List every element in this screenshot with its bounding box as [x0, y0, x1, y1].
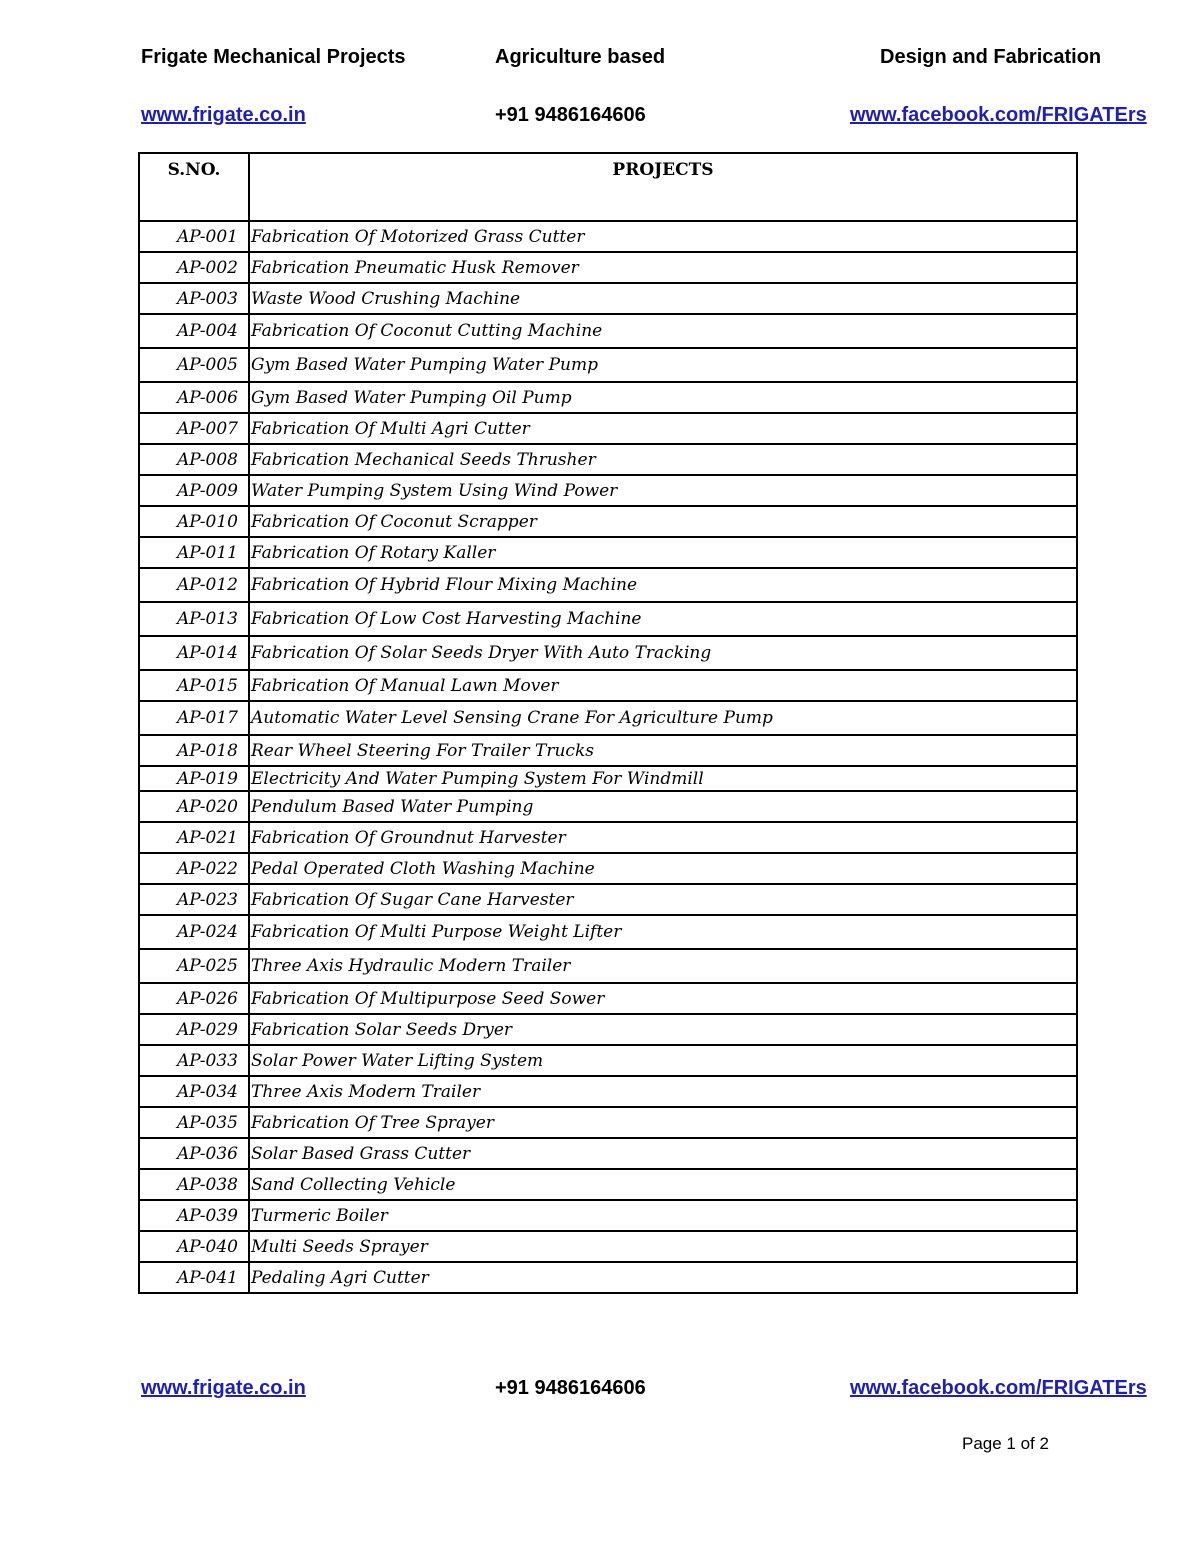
table-row [139, 382, 1077, 413]
category-label: Agriculture based [495, 46, 666, 68]
project-code: AP-039 [139, 1200, 249, 1231]
project-name: Fabrication Of Groundnut Harvester [249, 822, 1077, 853]
table-row [139, 670, 1077, 701]
table-row [139, 602, 1077, 636]
table-row [139, 314, 1077, 348]
table-row [139, 413, 1077, 444]
project-name: Three Axis Hydraulic Modern Trailer [249, 949, 1077, 983]
table-row [139, 701, 1077, 735]
table-row [139, 506, 1077, 537]
project-code: AP-035 [139, 1107, 249, 1138]
project-name: Fabrication Of Low Cost Harvesting Machine [249, 602, 1077, 636]
project-name: Fabrication Mechanical Seeds Thrusher [249, 444, 1077, 475]
project-code: AP-009 [139, 475, 249, 506]
project-code: AP-040 [139, 1231, 249, 1262]
document-header [0, 46, 1200, 76]
facebook-link[interactable]: www.facebook.com/FRIGATErs [850, 104, 1147, 126]
table-row [139, 537, 1077, 568]
project-name: Fabrication Of Coconut Scrapper [249, 506, 1077, 537]
project-code: AP-038 [139, 1169, 249, 1200]
project-code: AP-013 [139, 602, 249, 636]
company-name: Frigate Mechanical Projects [141, 46, 406, 68]
project-code: AP-001 [139, 221, 249, 252]
table-row [139, 1076, 1077, 1107]
project-name: Fabrication Of Multipurpose Seed Sower [249, 983, 1077, 1014]
project-name: Fabrication Solar Seeds Dryer [249, 1014, 1077, 1045]
project-name: Fabrication Pneumatic Husk Remover [249, 252, 1077, 283]
table-row [139, 252, 1077, 283]
project-code: AP-021 [139, 822, 249, 853]
project-code: AP-011 [139, 537, 249, 568]
project-code: AP-005 [139, 348, 249, 382]
table-row [139, 283, 1077, 314]
project-code: AP-003 [139, 283, 249, 314]
facebook-link[interactable]: www.facebook.com/FRIGATErs [850, 1377, 1147, 1399]
project-code: AP-036 [139, 1138, 249, 1169]
table-row [139, 1014, 1077, 1045]
project-code: AP-025 [139, 949, 249, 983]
service-label: Design and Fabrication [880, 46, 1102, 68]
project-code: AP-015 [139, 670, 249, 701]
project-code: AP-002 [139, 252, 249, 283]
phone-number: +91 9486164606 [495, 1377, 646, 1399]
table-row [139, 1200, 1077, 1231]
table-row [139, 348, 1077, 382]
project-code: AP-004 [139, 314, 249, 348]
table-row [139, 1138, 1077, 1169]
project-code: AP-012 [139, 568, 249, 602]
project-code: AP-014 [139, 636, 249, 670]
project-code: AP-017 [139, 701, 249, 735]
sno-column-header: S.NO. [139, 153, 249, 221]
project-code: AP-033 [139, 1045, 249, 1076]
project-code: AP-034 [139, 1076, 249, 1107]
project-code: AP-007 [139, 413, 249, 444]
table-row [139, 766, 1077, 791]
project-code: AP-010 [139, 506, 249, 537]
contact-bar-bottom [0, 1377, 1200, 1407]
table-row [139, 221, 1077, 252]
project-name: Electricity And Water Pumping System For Windmill [249, 766, 1077, 791]
project-code: AP-041 [139, 1262, 249, 1293]
project-name: Pendulum Based Water Pumping [249, 791, 1077, 822]
table-row [139, 475, 1077, 506]
project-name: Multi Seeds Sprayer [249, 1231, 1077, 1262]
table-row [139, 884, 1077, 915]
project-name: Rear Wheel Steering For Trailer Trucks [249, 735, 1077, 766]
table-row [139, 735, 1077, 766]
project-name: Automatic Water Level Sensing Crane For Agriculture Pump [249, 701, 1077, 735]
project-code: AP-008 [139, 444, 249, 475]
project-code: AP-029 [139, 1014, 249, 1045]
project-name: Fabrication Of Motorized Grass Cutter [249, 221, 1077, 252]
table-row [139, 983, 1077, 1014]
table-row [139, 822, 1077, 853]
project-name: Fabrication Of Rotary Kaller [249, 537, 1077, 568]
project-name: Fabrication Of Coconut Cutting Machine [249, 314, 1077, 348]
table-row [139, 1107, 1077, 1138]
project-code: AP-006 [139, 382, 249, 413]
table-row [139, 1169, 1077, 1200]
project-name: Fabrication Of Hybrid Flour Mixing Machine [249, 568, 1077, 602]
project-code: AP-026 [139, 983, 249, 1014]
project-name: Sand Collecting Vehicle [249, 1169, 1077, 1200]
project-name: Water Pumping System Using Wind Power [249, 475, 1077, 506]
project-code: AP-019 [139, 766, 249, 791]
project-name: Three Axis Modern Trailer [249, 1076, 1077, 1107]
project-name: Fabrication Of Sugar Cane Harvester [249, 884, 1077, 915]
project-code: AP-018 [139, 735, 249, 766]
project-name: Fabrication Of Tree Sprayer [249, 1107, 1077, 1138]
table-row [139, 853, 1077, 884]
project-name: Pedaling Agri Cutter [249, 1262, 1077, 1293]
page-number: Page 1 of 2 [962, 1434, 1049, 1453]
website-link[interactable]: www.frigate.co.in [141, 104, 306, 126]
website-link[interactable]: www.frigate.co.in [141, 1377, 306, 1399]
table-row [139, 791, 1077, 822]
project-code: AP-023 [139, 884, 249, 915]
project-name: Fabrication Of Multi Purpose Weight Lifter [249, 915, 1077, 949]
contact-bar-top [0, 104, 1200, 134]
table-row [139, 915, 1077, 949]
table-row [139, 949, 1077, 983]
project-name: Pedal Operated Cloth Washing Machine [249, 853, 1077, 884]
table-row [139, 636, 1077, 670]
project-name: Gym Based Water Pumping Oil Pump [249, 382, 1077, 413]
projects-table [138, 152, 1078, 1294]
table-row [139, 1262, 1077, 1293]
table-row [139, 1045, 1077, 1076]
phone-number: +91 9486164606 [495, 104, 646, 126]
project-name: Turmeric Boiler [249, 1200, 1077, 1231]
projects-column-header: PROJECTS [249, 153, 1077, 221]
project-code: AP-022 [139, 853, 249, 884]
table-row [139, 568, 1077, 602]
project-name: Solar Based Grass Cutter [249, 1138, 1077, 1169]
project-name: Gym Based Water Pumping Water Pump [249, 348, 1077, 382]
project-name: Solar Power Water Lifting System [249, 1045, 1077, 1076]
project-code: AP-024 [139, 915, 249, 949]
project-name: Fabrication Of Multi Agri Cutter [249, 413, 1077, 444]
project-name: Waste Wood Crushing Machine [249, 283, 1077, 314]
project-name: Fabrication Of Solar Seeds Dryer With Auto Tracking [249, 636, 1077, 670]
table-row [139, 1231, 1077, 1262]
project-name: Fabrication Of Manual Lawn Mover [249, 670, 1077, 701]
table-header-row [139, 153, 1077, 221]
table-row [139, 444, 1077, 475]
project-code: AP-020 [139, 791, 249, 822]
